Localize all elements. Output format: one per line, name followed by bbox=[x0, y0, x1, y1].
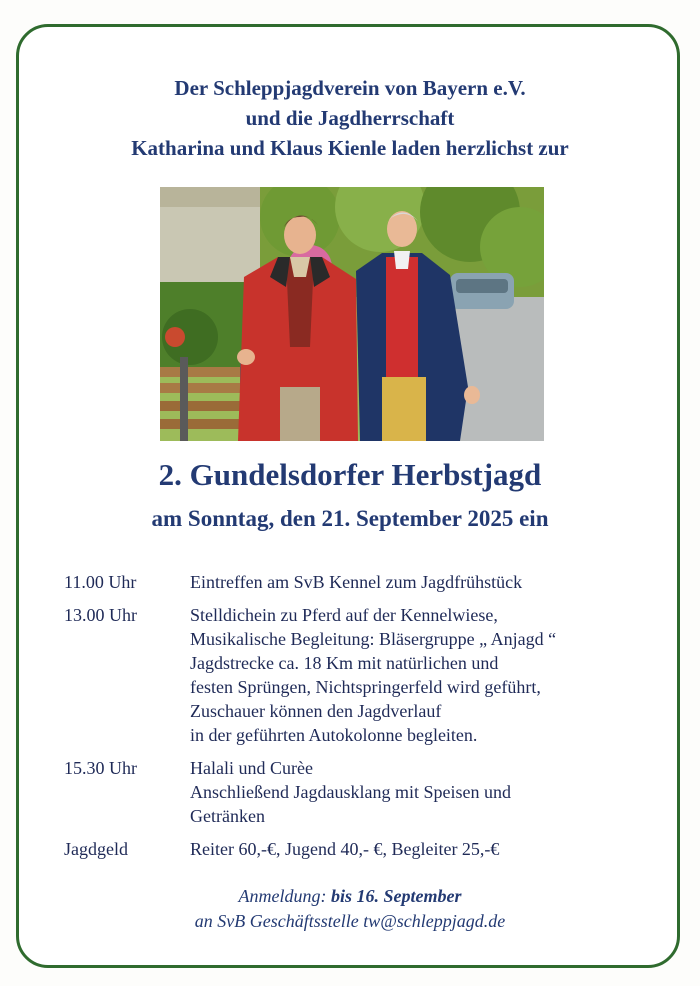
schedule-line: Anschließend Jagdausklang mit Speisen und bbox=[190, 782, 511, 802]
invitation-header bbox=[0, 73, 700, 163]
schedule-description bbox=[190, 603, 664, 747]
schedule-row bbox=[64, 756, 664, 828]
schedule-line: Stelldichein zu Pferd auf der Kennelwiese, bbox=[190, 605, 498, 625]
registration-deadline: bis 16. September bbox=[330, 886, 462, 906]
schedule-description bbox=[190, 570, 664, 594]
intro-line-2: und die Jagdherrschaft bbox=[245, 106, 455, 130]
schedule-row bbox=[64, 570, 664, 594]
schedule-row bbox=[64, 837, 664, 861]
schedule-description bbox=[190, 756, 664, 828]
schedule-line: Musikalische Begleitung: Bläsergruppe „ Anjagd “ bbox=[190, 629, 557, 649]
schedule-fee-label: Jagdgeld bbox=[64, 839, 128, 859]
schedule-list bbox=[64, 570, 664, 870]
schedule-row bbox=[64, 603, 664, 747]
schedule-line: Reiter 60,-€, Jugend 40,- €, Begleiter 25,-€ bbox=[190, 839, 500, 859]
event-date: am Sonntag, den 21. September 2025 ein bbox=[151, 506, 549, 531]
event-title: 2. Gundelsdorfer Herbstjagd bbox=[158, 457, 542, 492]
registration-contact: an SvB Geschäftsstelle tw@schleppjagd.de bbox=[194, 911, 506, 931]
schedule-line: Jagdstrecke ca. 18 Km mit natürlichen und bbox=[190, 653, 499, 673]
registration-note bbox=[0, 884, 700, 934]
schedule-line: Eintreffen am SvB Kennel zum Jagdfrühstück bbox=[190, 572, 523, 592]
intro-line-1: Der Schleppjagdverein von Bayern e.V. bbox=[174, 76, 526, 100]
schedule-time: 11.00 Uhr bbox=[64, 572, 137, 592]
schedule-line: in der geführten Autokolonne begleiten. bbox=[190, 725, 478, 745]
schedule-line: Halali und Curèe bbox=[190, 758, 313, 778]
schedule-time: 13.00 Uhr bbox=[64, 605, 137, 625]
schedule-line: festen Sprüngen, Nichtspringerfeld wird geführt, bbox=[190, 677, 541, 697]
registration-line-1 bbox=[0, 884, 700, 909]
schedule-line: Zuschauer können den Jagdverlauf bbox=[190, 701, 442, 721]
intro-line-3: Katharina und Klaus Kienle laden herzlichst zur bbox=[131, 136, 569, 160]
schedule-time: 15.30 Uhr bbox=[64, 758, 137, 778]
schedule-description bbox=[190, 837, 664, 861]
hosts-photo bbox=[160, 187, 544, 441]
registration-prefix: Anmeldung: bbox=[238, 886, 331, 906]
schedule-line: Getränken bbox=[190, 806, 265, 826]
